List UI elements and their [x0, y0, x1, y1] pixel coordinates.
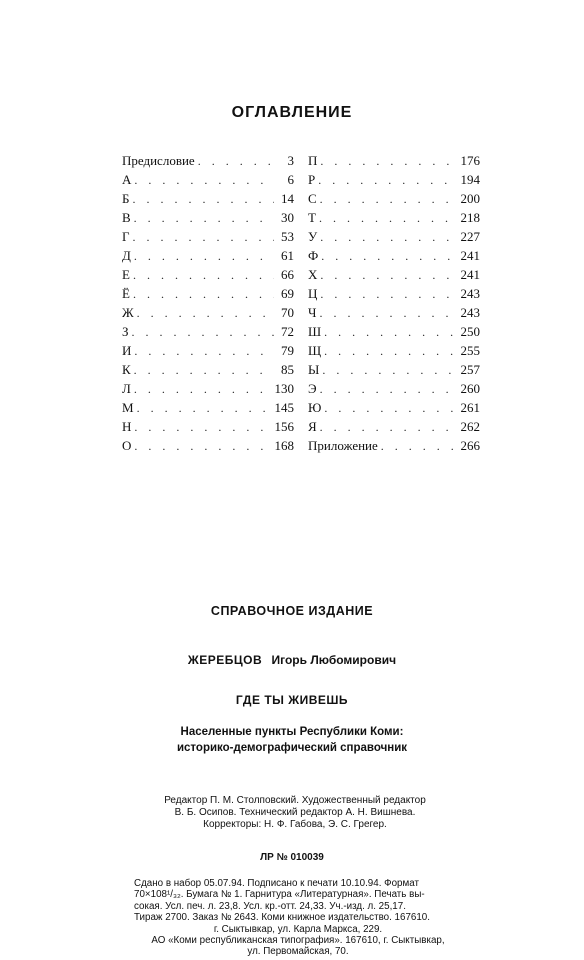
toc-entry-page: 262	[460, 419, 480, 434]
toc-entry	[122, 151, 294, 170]
toc-title: ОГЛАВЛЕНИЕ	[231, 104, 353, 121]
toc-leader-dots	[324, 342, 458, 360]
toc-entry-page: 241	[460, 248, 480, 263]
toc-entry-label: Т	[308, 210, 316, 225]
toc-entry-label: А	[122, 172, 132, 187]
credits-line: Редактор П. М. Столповский. Художественный редактор	[164, 795, 426, 806]
toc-entry	[122, 341, 294, 360]
printing-line: сокая. Усл. печ. л. 23,8. Усл. кр.-отт. 24,33. Уч.-изд. л. 25,17.	[134, 900, 406, 912]
toc-entry-page: 255	[460, 343, 480, 358]
toc-entry-label: Я	[308, 419, 317, 434]
toc-entry-label: М	[122, 400, 134, 415]
printing-line: АО «Коми республиканская типография». 167610, г. Сыктывкар,	[151, 935, 445, 947]
toc-entry-page: 156	[274, 419, 294, 434]
toc-entry-page: 243	[460, 305, 480, 320]
toc-entry-page: 66	[281, 267, 294, 282]
toc-entry	[122, 189, 294, 208]
printing-details	[134, 878, 462, 958]
toc-leader-dots	[132, 323, 274, 341]
printing-line: Сдано в набор 05.07.94. Подписано к печати 10.10.94. Формат	[134, 878, 419, 889]
toc-entry-label: Е	[122, 267, 130, 282]
toc-leader-dots	[134, 380, 273, 398]
toc-entry-page: 53	[281, 229, 294, 244]
book-subtitle	[0, 724, 584, 756]
toc-leader-dots	[137, 399, 273, 417]
toc-entry-label: Ф	[308, 248, 319, 263]
toc-entry-page: 176	[460, 153, 480, 168]
toc-entry-page: 257	[460, 362, 480, 377]
toc-entry-label: У	[308, 229, 318, 244]
toc-leader-dots	[133, 228, 274, 246]
toc-entry-label: С	[308, 191, 317, 206]
toc-entry-label: О	[122, 438, 132, 453]
toc-entry-label: Ё	[122, 286, 130, 301]
toc-leader-dots	[319, 209, 459, 227]
author-given-name: Игорь Любомирович	[271, 653, 397, 667]
toc-entry-label: Б	[122, 191, 130, 206]
printing-line: г. Сыктывкар, ул. Карла Маркса, 229.	[213, 923, 383, 935]
toc-entry	[308, 151, 480, 170]
toc-right-column	[308, 151, 480, 455]
toc-leader-dots	[320, 285, 458, 303]
toc-entry	[122, 284, 294, 303]
toc-entry	[122, 398, 294, 417]
toc-entry	[122, 227, 294, 246]
toc-entry-page: 243	[460, 286, 480, 301]
toc-entry	[308, 303, 480, 322]
credits-line: В. Б. Осипов. Технический редактор А. Н. Вишнева.	[174, 807, 416, 818]
toc-entry	[122, 170, 294, 189]
toc-entry-page: 6	[287, 172, 294, 187]
toc-entry	[122, 322, 294, 341]
toc-entry-page: 70	[281, 305, 294, 320]
toc-leader-dots	[133, 266, 274, 284]
toc-entry-page: 145	[274, 400, 294, 415]
toc-leader-dots	[134, 361, 274, 379]
toc-entry-label: Ц	[308, 286, 318, 301]
toc-entry-page: 260	[460, 381, 480, 396]
toc-entry	[308, 398, 480, 417]
toc-leader-dots	[134, 209, 274, 227]
toc-leader-dots	[320, 190, 459, 208]
printing-line: Тираж 2700. Заказ № 2643. Коми книжное издательство. 167610.	[134, 912, 430, 924]
toc-entry-label: Приложение	[308, 438, 378, 453]
toc-entry-page: 69	[281, 286, 294, 301]
editorial-credits	[128, 795, 462, 831]
toc-entry	[308, 265, 480, 284]
toc-entry	[308, 341, 480, 360]
toc-entry	[308, 208, 480, 227]
toc-entry	[122, 265, 294, 284]
toc-entry-page: 218	[460, 210, 480, 225]
book-title: ГДЕ ТЫ ЖИВЕШЬ	[235, 693, 349, 707]
toc-entry	[308, 379, 480, 398]
toc-entry-page: 194	[460, 172, 480, 187]
toc-entry-page: 85	[281, 362, 294, 377]
toc-entry-label: З	[122, 324, 129, 339]
toc-entry-page: 3	[287, 153, 294, 168]
toc-entry	[122, 417, 294, 436]
toc-entry	[122, 303, 294, 322]
toc-entry-page: 61	[281, 248, 294, 263]
toc-leader-dots	[134, 247, 274, 265]
toc-entry	[308, 436, 480, 455]
toc-leader-dots	[134, 171, 274, 189]
toc-entry-page: 250	[460, 324, 480, 339]
toc-entry	[308, 170, 480, 189]
toc-entry	[122, 208, 294, 227]
toc-leader-dots	[321, 247, 458, 265]
toc-entry-label: Р	[308, 172, 316, 187]
toc-entry-page: 79	[281, 343, 294, 358]
toc-entry-label: К	[122, 362, 131, 377]
toc-leader-dots	[324, 323, 458, 341]
toc-entry	[308, 322, 480, 341]
toc-entry	[122, 360, 294, 379]
toc-entry-page: 261	[460, 400, 480, 415]
toc-leader-dots	[318, 171, 458, 189]
toc-entry-label: Ы	[308, 362, 320, 377]
toc-entry-label: В	[122, 210, 131, 225]
subtitle-line: Населенные пункты Республики Коми:	[180, 726, 404, 738]
toc-leader-dots	[198, 152, 274, 170]
toc-entry-page: 200	[460, 191, 480, 206]
toc-entry	[308, 246, 480, 265]
toc-leader-dots	[134, 342, 274, 360]
author-line	[0, 653, 584, 667]
toc-leader-dots	[137, 304, 274, 322]
toc-entry-label: Х	[308, 267, 318, 282]
toc-leader-dots	[322, 361, 458, 379]
toc-entry-page: 30	[281, 210, 294, 225]
toc-leader-dots	[381, 437, 459, 455]
toc-leader-dots	[134, 418, 272, 436]
subtitle-line: историко-демографический справочник	[176, 742, 408, 754]
toc-entry-page: 227	[460, 229, 480, 244]
toc-entry	[308, 360, 480, 379]
toc-left-column	[122, 151, 294, 455]
toc-entry-label: Г	[122, 229, 130, 244]
series-heading: СПРАВОЧНОЕ ИЗДАНИЕ	[210, 604, 374, 618]
toc-entry-page: 241	[460, 267, 480, 282]
toc-entry-page: 266	[460, 438, 480, 453]
printing-line: 70×108¹/₃₂. Бумага № 1. Гарнитура «Литературная». Печать вы-	[134, 889, 425, 901]
toc-leader-dots	[319, 304, 458, 322]
toc-entry-label: Д	[122, 248, 131, 263]
toc-entry	[122, 379, 294, 398]
toc-entry-label: Предисловие	[122, 153, 195, 168]
toc-entry	[122, 246, 294, 265]
toc-entry	[308, 284, 480, 303]
toc-entry-label: И	[122, 343, 132, 358]
toc-entry	[308, 227, 480, 246]
toc-entry-label: Э	[308, 381, 317, 396]
toc-entry-label: Ю	[308, 400, 322, 415]
toc-entry-page: 168	[274, 438, 294, 453]
toc-leader-dots	[133, 285, 274, 303]
toc-leader-dots	[132, 190, 274, 208]
toc-leader-dots	[320, 418, 459, 436]
toc-entry-page: 72	[281, 324, 294, 339]
toc-leader-dots	[320, 152, 458, 170]
toc-entry-page: 130	[274, 381, 294, 396]
toc-entry-label: Ж	[122, 305, 134, 320]
toc-entry-label: Л	[122, 381, 131, 396]
toc-entry-label: Ч	[308, 305, 317, 320]
toc-leader-dots	[324, 399, 458, 417]
printing-line: ул. Первомайская, 70.	[247, 946, 349, 958]
toc-entry	[308, 189, 480, 208]
toc-entry-label: Щ	[308, 343, 322, 358]
toc-entry-label: П	[308, 153, 318, 168]
license-number: ЛР № 010039	[260, 852, 324, 863]
toc-entry-label: Н	[122, 419, 132, 434]
toc-entry-label: Ш	[308, 324, 322, 339]
toc-leader-dots	[320, 266, 458, 284]
toc-entry	[122, 436, 294, 455]
toc-leader-dots	[134, 437, 272, 455]
toc-leader-dots	[320, 380, 459, 398]
author-surname: ЖЕРЕБЦОВ	[187, 653, 263, 667]
credits-line: Корректоры: Н. Ф. Габова, Э. С. Грегер.	[203, 819, 387, 830]
toc-leader-dots	[320, 228, 458, 246]
toc-entry-page: 14	[281, 191, 294, 206]
toc-entry	[308, 417, 480, 436]
